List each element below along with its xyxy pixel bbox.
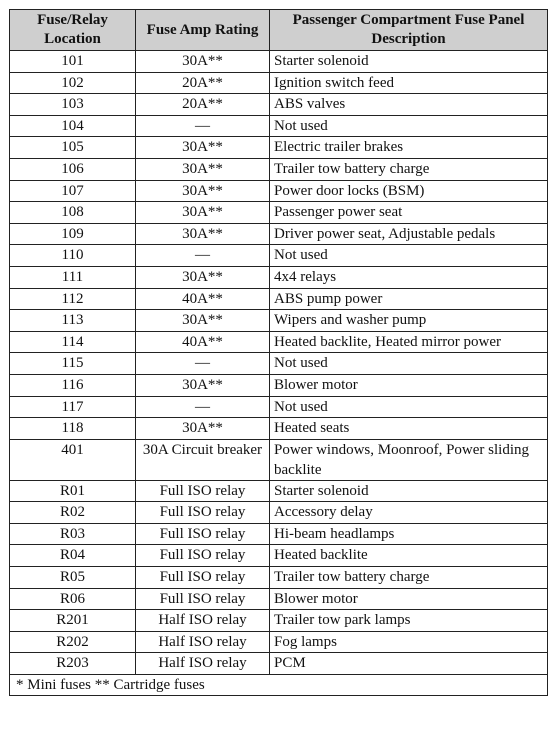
cell-amp-rating: 40A** <box>136 288 270 310</box>
cell-location: 102 <box>10 72 136 94</box>
cell-amp-rating: — <box>136 396 270 418</box>
cell-amp-rating: Half ISO relay <box>136 610 270 632</box>
cell-description: Trailer tow park lamps <box>270 610 548 632</box>
cell-location: 107 <box>10 180 136 202</box>
cell-amp-rating: Half ISO relay <box>136 631 270 653</box>
cell-description: Heated backlite <box>270 545 548 567</box>
table-row <box>10 653 548 675</box>
cell-description: Accessory delay <box>270 502 548 524</box>
table-row <box>10 72 548 94</box>
cell-location: 114 <box>10 331 136 353</box>
cell-amp-rating: 30A** <box>136 202 270 224</box>
cell-description: Heated seats <box>270 418 548 440</box>
cell-amp-rating: 20A** <box>136 94 270 116</box>
cell-description: Blower motor <box>270 374 548 396</box>
cell-amp-rating: 30A Circuit breaker <box>136 439 270 480</box>
cell-amp-rating: Full ISO relay <box>136 567 270 589</box>
table-body <box>10 51 548 675</box>
cell-description: Trailer tow battery charge <box>270 158 548 180</box>
footnote: * Mini fuses ** Cartridge fuses <box>10 675 548 696</box>
cell-description: Starter solenoid <box>270 51 548 73</box>
cell-amp-rating: — <box>136 245 270 267</box>
cell-location: 110 <box>10 245 136 267</box>
table-row <box>10 480 548 502</box>
cell-location: R06 <box>10 588 136 610</box>
table-row <box>10 158 548 180</box>
table-row <box>10 223 548 245</box>
cell-amp-rating: Full ISO relay <box>136 588 270 610</box>
cell-description: 4x4 relays <box>270 266 548 288</box>
cell-description: ABS pump power <box>270 288 548 310</box>
table-row <box>10 202 548 224</box>
cell-amp-rating: 40A** <box>136 331 270 353</box>
cell-amp-rating: 30A** <box>136 418 270 440</box>
cell-location: 112 <box>10 288 136 310</box>
cell-location: R01 <box>10 480 136 502</box>
table-row <box>10 567 548 589</box>
table-row <box>10 137 548 159</box>
cell-amp-rating: Full ISO relay <box>136 502 270 524</box>
table-row <box>10 396 548 418</box>
header-amp-rating: Fuse Amp Rating <box>136 10 270 51</box>
cell-amp-rating: Full ISO relay <box>136 523 270 545</box>
cell-location: 118 <box>10 418 136 440</box>
header-location: Fuse/Relay Location <box>10 10 136 51</box>
cell-description: Electric trailer brakes <box>270 137 548 159</box>
cell-description: ABS valves <box>270 94 548 116</box>
cell-location: 104 <box>10 115 136 137</box>
table-row <box>10 545 548 567</box>
cell-description: Power door locks (BSM) <box>270 180 548 202</box>
cell-location: R03 <box>10 523 136 545</box>
cell-amp-rating: 30A** <box>136 266 270 288</box>
table-row <box>10 331 548 353</box>
cell-amp-rating: 30A** <box>136 180 270 202</box>
cell-description: Wipers and washer pump <box>270 310 548 332</box>
cell-amp-rating: 30A** <box>136 223 270 245</box>
table-row <box>10 610 548 632</box>
table-row <box>10 51 548 73</box>
cell-location: R02 <box>10 502 136 524</box>
cell-description: Heated backlite, Heated mirror power <box>270 331 548 353</box>
cell-location: 117 <box>10 396 136 418</box>
cell-location: 108 <box>10 202 136 224</box>
cell-location: 106 <box>10 158 136 180</box>
cell-location: 105 <box>10 137 136 159</box>
cell-location: R203 <box>10 653 136 675</box>
cell-amp-rating: Full ISO relay <box>136 545 270 567</box>
table-row <box>10 439 548 480</box>
table-row <box>10 374 548 396</box>
table-row <box>10 288 548 310</box>
cell-location: 109 <box>10 223 136 245</box>
cell-amp-rating: — <box>136 353 270 375</box>
cell-location: R201 <box>10 610 136 632</box>
cell-location: R202 <box>10 631 136 653</box>
cell-description: Hi-beam headlamps <box>270 523 548 545</box>
cell-description: Starter solenoid <box>270 480 548 502</box>
cell-location: 103 <box>10 94 136 116</box>
cell-amp-rating: 30A** <box>136 51 270 73</box>
table-header-row <box>10 10 548 51</box>
cell-amp-rating: 30A** <box>136 310 270 332</box>
cell-location: 116 <box>10 374 136 396</box>
cell-location: 101 <box>10 51 136 73</box>
fuse-panel-table <box>9 9 548 696</box>
cell-description: PCM <box>270 653 548 675</box>
cell-amp-rating: Full ISO relay <box>136 480 270 502</box>
header-description: Passenger Compartment Fuse Panel Description <box>270 10 548 51</box>
cell-amp-rating: 20A** <box>136 72 270 94</box>
cell-description: Fog lamps <box>270 631 548 653</box>
table-row <box>10 310 548 332</box>
cell-location: 113 <box>10 310 136 332</box>
table-row <box>10 94 548 116</box>
cell-description: Trailer tow battery charge <box>270 567 548 589</box>
cell-location: R04 <box>10 545 136 567</box>
cell-location: 401 <box>10 439 136 480</box>
table-row <box>10 353 548 375</box>
cell-description: Not used <box>270 396 548 418</box>
table-row <box>10 266 548 288</box>
table-row <box>10 180 548 202</box>
cell-amp-rating: Half ISO relay <box>136 653 270 675</box>
cell-amp-rating: — <box>136 115 270 137</box>
cell-description: Blower motor <box>270 588 548 610</box>
cell-amp-rating: 30A** <box>136 137 270 159</box>
footnote-row <box>10 675 548 696</box>
cell-description: Not used <box>270 115 548 137</box>
cell-description: Power windows, Moonroof, Power sliding backlite <box>270 439 548 480</box>
cell-location: 115 <box>10 353 136 375</box>
fuse-table-container <box>9 9 547 696</box>
table-row <box>10 418 548 440</box>
cell-description: Passenger power seat <box>270 202 548 224</box>
cell-location: 111 <box>10 266 136 288</box>
cell-description: Not used <box>270 353 548 375</box>
table-row <box>10 588 548 610</box>
table-row <box>10 245 548 267</box>
cell-description: Not used <box>270 245 548 267</box>
table-row <box>10 523 548 545</box>
cell-amp-rating: 30A** <box>136 374 270 396</box>
table-row <box>10 502 548 524</box>
table-row <box>10 115 548 137</box>
cell-amp-rating: 30A** <box>136 158 270 180</box>
cell-location: R05 <box>10 567 136 589</box>
cell-description: Ignition switch feed <box>270 72 548 94</box>
table-row <box>10 631 548 653</box>
cell-description: Driver power seat, Adjustable pedals <box>270 223 548 245</box>
